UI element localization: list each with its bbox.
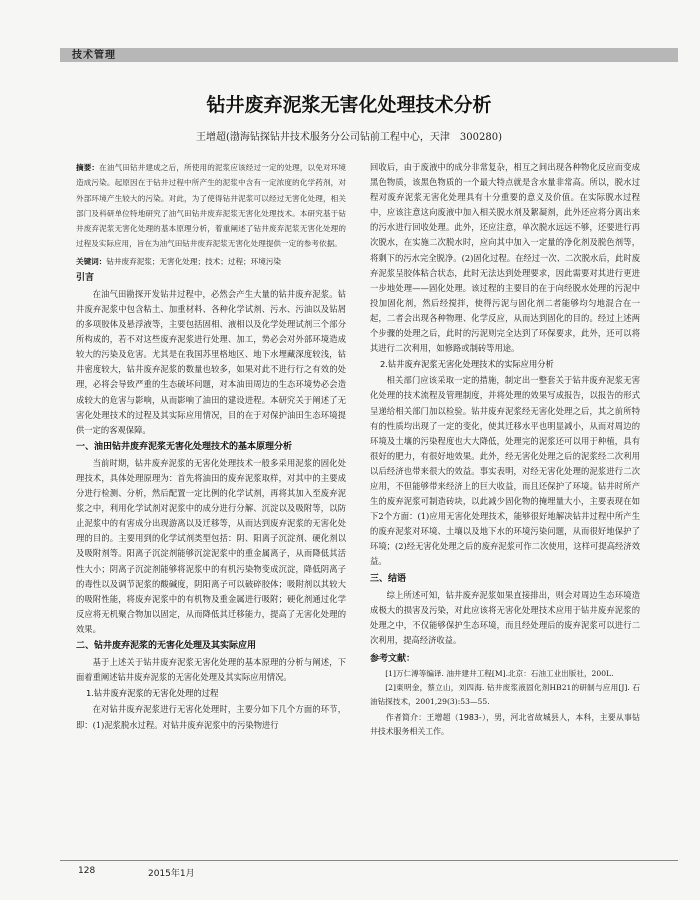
section-3-paragraph: 综上所述可知，钻井废弃泥浆如果直接排出，则会对周边生态环境造成极大的损害及污染，对此应该将无害化处理技术应用于钻井废弃泥浆的处理之中，不仅能够保护生态环境，而且经处理后的废弃泥浆可以进行二次利用，提高经济收益。 — [370, 589, 640, 645]
section-1-paragraph: 当前时期，钻井废弃泥浆的无害化处理技术一般多采用泥浆的固化处理技术，具体处理原理为：首先将油田的废弃泥浆取样，对其中的主要成分进行检测、分析，然后配置一定比例的化学试剂，再将其加入至废弃泥浆之中，利用化学试剂对泥浆中的成分进行分解、沉淀以及吸附等，以防止泥浆中的有害成分出现游离以及迁移等，从而达到废弃泥浆的无害化处理的目的。主要用到的化学试剂类型包括：阴、阳离子沉淀剂、硬化剂以及吸附剂等。阳离子沉淀剂能够沉淀泥浆中的重金属离子，从而降低其活性大小；阴离子沉淀剂能够将泥浆中的有机污染物变成沉淀，降低阴离子的毒性以及调节泥浆的酸碱度，阴阳离子可以破碎胶体；吸附剂以其较大的吸附性能，将废弃泥浆中的有机物及重金属进行吸附；硬化剂通过化学反应将无机聚合物加以固定，从而降低其迁移能力，提高了无害化处理的效果。 — [76, 457, 346, 634]
issue-date: 2015年1月 — [148, 869, 195, 879]
subsection-1-heading: 1.钻井废弃泥浆的无害化处理的过程 — [86, 688, 219, 699]
continued-paragraph: 回收后，由于废液中的成分非常复杂，相互之间出现各种物化反应而变成黑色物质，该黑色物质的一个最大特点就是含水量非常高。所以，脱水过程对废弃泥浆无害化处理具有十分重要的意义及价值。在实际脱水过程中，应该注意这向废液中加入相关脱水剂及絮凝剂，此外还应将分离出来的污水进行回收处理。此外，还应注意，单次脱水远远不够，还要进行再次脱水，在实施二次脱水时，应向其中加入一定量的净化剂及脱色剂等，将剩下的污水完全脱净。(2)固化过程。在经过一次、二次脱水后，此时废弃泥浆呈胶体粘合状态，此时无法达到处理要求，因此需要对其进行更进一步地处理——固化处理。该过程的主要目的在于向经脱水处理的污泥中投加固化剂，然后经搅拌，使得污泥与固化剂二者能够均匀地混合在一起，二者会出现各种物理、化学反应，从而达到固化的目的。经过上述两个步骤的处理之后，此时的污泥则完全达到了环保要求，此外，还可以将其进行二次利用，如修路或制砖等用途。 — [370, 162, 640, 354]
section-2-heading: 二、钻井废弃泥浆的无害化处理及其实际应用 — [76, 641, 257, 652]
keywords-text: 钻井废弃泥浆；无害化处理；技术；过程；环境污染 — [106, 256, 282, 266]
reference-item: [1]万仁溥等编译. 油井建井工程[M].北京：石油工业出版社，200L. — [385, 669, 614, 679]
subsection-2-heading: 2.钻井废弃泥浆无害化处理技术的实际应用分析 — [380, 359, 554, 370]
keywords — [76, 254, 346, 269]
author-line: 王增超(渤海钻探钻井技术服务分公司钻前工程中心，天津 300280) — [196, 132, 502, 143]
author-bio: 作者简介：王增超（1983-），男，河北省故城县人，本科，主要从事钻井技术服务相关工作。 — [370, 713, 640, 737]
section-header-bar — [60, 48, 678, 62]
section-label: 技术管理 — [72, 50, 116, 61]
abstract-text: 在油气田钻井建成之后，所使用的泥浆应该经过一定的处理，以免对环境造成污染。起原因在于钻井过程中所产生的泥浆中含有一定浓度的化学药剂，对外部环境产生较大的污染。对此，为了使得钻井泥浆可以经过无害化处理，相关部门及科研单位特地研究了油气田钻井废弃泥浆无害化处理技术。本研究基于钻井废弃泥浆无害化处理的基本原理分析，着重阐述了钻井废弃泥浆无害化处理的过程及实际应用，旨在为油气田钻井废弃泥浆无害化处理提供一定的参考依据。 — [76, 163, 346, 249]
footer-divider — [60, 860, 678, 861]
subsection-1-paragraph: 在对钻井废弃泥浆进行无害化处理时，主要分如下几个方面的环节，即：(1)泥浆脱水过程。对钻井废弃泥浆中的污染物进行 — [76, 704, 346, 730]
keywords-label: 关键词： — [76, 256, 107, 266]
subsection-2-paragraph: 相关部门应该采取一定的措施，制定出一整套关于钻井废弃泥浆无害化处理的技术流程及管理制度，并将处理的效果写成报告，以报告的形式呈递给相关部门加以检验。钻井废弃泥浆经无害化处理之后，其之前所特有的性质均出现了一定的变化，使其迁移水平也明显减小，从而对周边的环境及土壤的污染程度也大大降低，处理完的泥浆还可以用于种植，具有很好的肥力，有很好地效果。此外，经无害化处理之后的泥浆经二次利用以后经济也带来很大的效益。事实表明，对经无害化处理的泥浆进行二次应用，不但能够带来经济上的巨大收益，而且还保护了环境。钻井时所产生的废弃泥浆可制造砖块，以此减少固化物的掩埋量大小，主要表现在如下2个方面：(1)应用无害化处理技术，能够很好地解决钻井过程中所产生的废弃泥浆对环境、土壤以及地下水的环境污染问题，从而很好地保护了环境；(2)经无害化处理之后的废弃泥浆可作二次使用，这样可提高经济效益。 — [370, 375, 640, 567]
intro-heading: 引言 — [76, 272, 95, 283]
section-2-paragraph: 基于上述关于钻井废弃泥浆无害化处理的基本原理的分析与阐述，下面着重阐述钻井废弃泥浆的无害化处理及其实际应用情况。 — [76, 657, 346, 683]
abstract — [76, 160, 346, 252]
section-1-heading: 一、油田钻井废弃泥浆无害化处理技术的基本原理分析 — [76, 441, 293, 452]
reference-item: [2]東明金，蔡立山，刘四海. 钻井废浆液固化剂HB21的研制与应用[J]. 石油钻探技术，2001,29(3):53—55. — [370, 683, 640, 707]
page-number: 128 — [78, 866, 96, 876]
intro-paragraph: 在油气田勘探开发钻井过程中，必然会产生大量的钻井废弃泥浆。钻井废弃泥浆中包含粘土、加重材料、各种化学试剂、污水、污油以及钻屑的多项胶体及悬浮液等，主要包括固相、液相以及化学处理试剂三个部分所构成的，若不对这些废弃泥浆进行处理、加工，势必会对外部环境造成较大的污染及危害。尤其是在我国苏里格地区、地下水埋藏深度较浅，钻井密度较大，钻井废弃泥浆的数量也较多，如果对此不进行行之有效的处理，必将会导致严重的生态破坏问题，对本油田周边的生态环境势必会造成较大的危害与影响，从而影响了油田的建设进程。本研究关于阐述了无害化处理技术的过程及其实际应用情况，目的在于对保护油田生态环境提供一定的客观保障。 — [76, 288, 346, 435]
section-3-heading: 三、结语 — [370, 573, 407, 584]
right-column — [370, 160, 640, 739]
references-heading: 参考文献： — [370, 654, 416, 664]
article-title: 钻井废弃泥浆无害化处理技术分析 — [206, 94, 492, 116]
abstract-label: 摘要： — [76, 163, 100, 172]
left-column — [76, 160, 346, 733]
